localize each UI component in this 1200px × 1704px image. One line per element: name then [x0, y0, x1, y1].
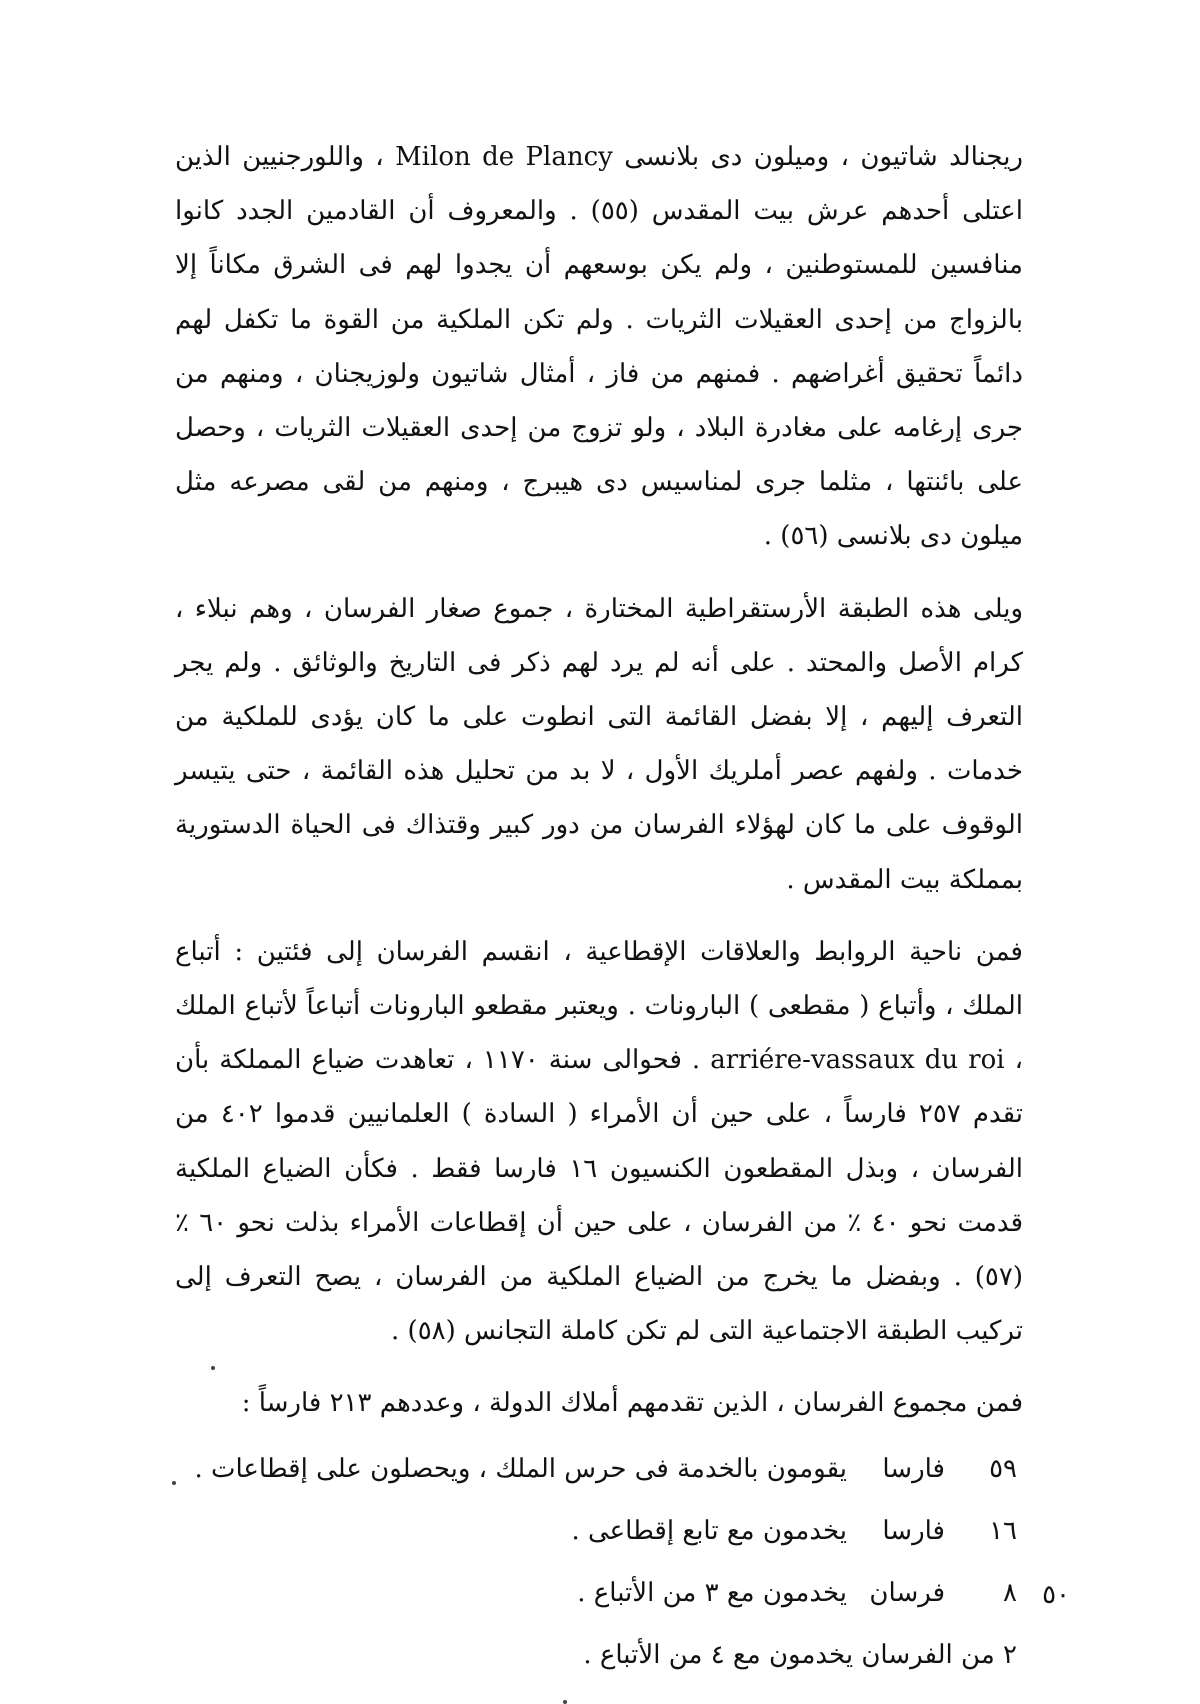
entry-count: ٥٩ [989, 1454, 1017, 1485]
knights-list [175, 1438, 1023, 1686]
list-intro: فمن مجموع الفرسان ، الذين تقدمهم أملاك الدولة ، وعددهم ٢١٣ فارساً : [241, 1388, 1023, 1419]
entry-description: يقومون بالخدمة فى حرس الملك ، ويحصلون على إقطاعات . [194, 1454, 847, 1485]
entry-description: يخدمون مع ٣ من الأتباع . [577, 1578, 847, 1609]
entry-description: يخدمون مع تابع إقطاعى . [571, 1516, 847, 1547]
list-item [175, 1624, 1023, 1686]
print-speck [172, 1481, 176, 1485]
paragraph-2: ويلى هذه الطبقة الأرستقراطية المختارة ، جموع صغار الفرسان ، وهم نبلاء ، كرام الأصل والمحتد . على أنه لم يرد لهم ذكر فى التاريخ والوثائق . ولم يجر التعرف إليهم ، إلا بفضل القائمة التى انطوت على ما كان يؤدى للملكية من خدمات . ولفهم عصر أملريك الأول ، لا بد من تحليل هذه القائمة ، حتى يتيسر الوقوف على ما كان لهؤلاء الفرسان من دور كبير وقتذاك فى الحياة الدستورية بمملكة بيت المقدس . [175, 593, 1023, 895]
paragraph-3: فمن ناحية الروابط والعلاقات الإقطاعية ، انقسم الفرسان إلى فئتين : أتباع الملك ، وأتباع ( مقطعى ) البارونات . ويعتبر مقطعو البارونات أتباعاً لأتباع الملك ، arriére-vassaux du roi . فحوالى سنة ١١٧٠ ، تعاهدت ضياع المملكة بأن تقدم ٢٥٧ فارساً ، على حين أن الأمراء ( السادة ) العلمانيين قدموا ٤٠٢ من الفرسان ، وبذل المقطعون الكنسيون ١٦ فارسا فقط . فكأن الضياع الملكية قدمت نحو ٤٠ ٪ من الفرسان ، على حين أن إقطاعات الأمراء بذلت نحو ٦٠ ٪ (٥٧) . وبفضل ما يخرج من الضياع الملكية من الفرسان ، يصح التعرف إلى تركيب الطبقة الاجتماعية التى لم تكن كاملة التجانس (٥٨) . [175, 936, 1024, 1347]
paragraph-1: ريجنالد شاتيون ، وميلون دى بلانسى Milon de Plancy ، واللورجنيين الذين اعتلى أحدهم عرش بيت المقدس (٥٥) . والمعروف أن القادمين الجدد كانوا منافسين للمستوطنين ، ولم يكن بوسعهم أن يجدوا لهم فى الشرق مكاناً إلا بالزواج من إحدى العقيلات الثريات . ولم تكن الملكية من القوة ما تكفل لهم دائماً تحقيق أغراضهم . فمنهم من فاز ، أمثال شاتيون ولوزيجنان ، ومنهم من جرى إرغامه على مغادرة البلاد ، ولو تزوج من إحدى العقيلات الثريات ، وحصل على بائنتها ، مثلما جرى لمناسيس دى هيبرج ، ومنهم من لقى مصرعه مثل ميلون دى بلانسى (٥٦) . [175, 142, 1024, 552]
list-item [175, 1562, 1023, 1624]
entry-unit: فرسان [869, 1578, 945, 1609]
entry-unit: فارسا [882, 1516, 945, 1547]
body-text [175, 130, 1023, 1686]
page-number: ٥٠ [1042, 1580, 1070, 1610]
list-item [175, 1438, 1023, 1500]
print-speck [211, 1366, 215, 1370]
entry-full-text: ٢ من الفرسان يخدمون مع ٤ من الأتباع . [583, 1640, 1017, 1671]
print-speck [563, 1700, 567, 1704]
entry-count: ١٦ [989, 1516, 1017, 1547]
entry-unit: فارسا [882, 1454, 945, 1485]
entry-count: ٨ [1003, 1578, 1017, 1609]
list-item [175, 1500, 1023, 1562]
